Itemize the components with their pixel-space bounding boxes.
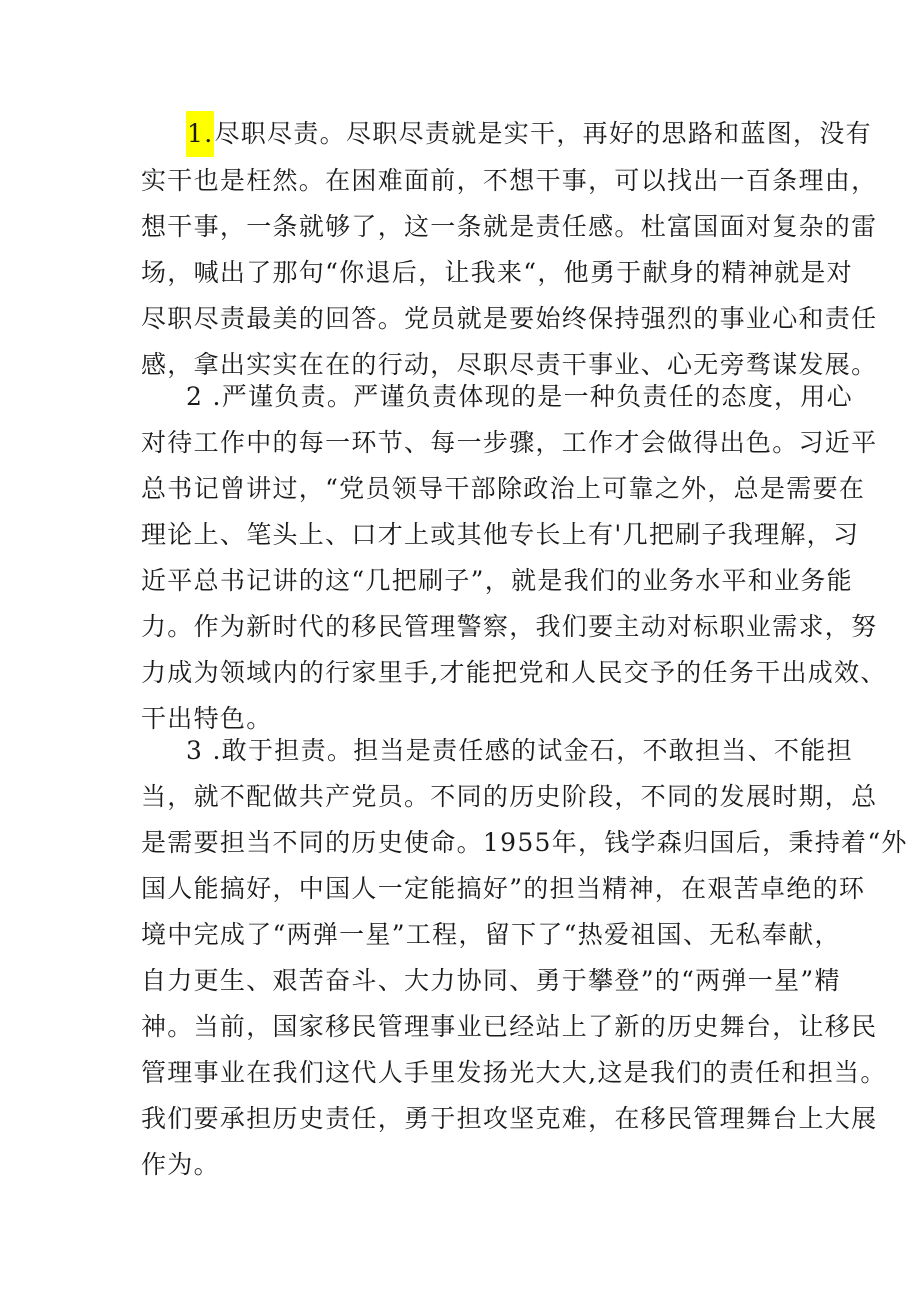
paragraph-3-text: 敢于担责。担当是责任感的试金石，不敢担当、不能担	[221, 736, 853, 765]
paragraph-2-number: 2 .	[186, 382, 222, 411]
paragraph-3-line-2: 当，就不配做共产党员。不同的历史阶段，不同的发展时期，总	[141, 782, 878, 811]
paragraph-2-line-7: 力成为领域内的行家里手,才能把党和人民交予的任务干出成效、	[141, 658, 887, 687]
paragraph-2-text: 严谨负责。严谨负责体现的是一种负责任的态度，用心	[221, 382, 853, 411]
paragraph-1-line-1	[0, 111, 920, 157]
paragraph-3-line-7: 神。当前，国家移民管理事业已经站上了新的历史舞台，让移民	[141, 1012, 878, 1041]
paragraph-1-line-5: 尽职尽责最美的回答。党员就是要始终保持强烈的事业心和责任	[141, 304, 878, 333]
paragraph-3-number: 3 .	[186, 736, 222, 765]
paragraph-2-line-5: 近平总书记讲的这“几把刷子”，就是我们的业务水平和业务能	[141, 566, 853, 595]
paragraph-3-line-4: 国人能搞好，中国人一定能搞好”的担当精神，在艰苦卓绝的环	[141, 874, 866, 903]
paragraph-1-line-6: 感，拿出实实在在的行动，尽职尽责干事业、心无旁骛谋发展。	[141, 350, 878, 379]
paragraph-3-line-9: 我们要承担历史责任，勇于担攻坚克难，在移民管理舞台上大展	[141, 1104, 878, 1133]
paragraph-1-line-2: 实干也是枉然。在困难面前，不想干事，可以找出一百条理由，	[141, 166, 878, 195]
paragraph-3-line-3: 是需要担当不同的历史使命。1955年，钱学森归国后，秉持着“外	[141, 828, 908, 857]
paragraph-3-line-5: 境中完成了“两弹一星”工程，留下了“热爱祖国、无私奉献，	[141, 920, 841, 949]
paragraph-1-line-4: 场，喊出了那句“你退后，让我来“，他勇于献身的精神就是对	[141, 258, 853, 287]
paragraph-3-line-1	[0, 728, 920, 774]
paragraph-2-line-6: 力。作为新时代的移民管理警察，我们要主动对标职业需求，努	[141, 612, 878, 641]
paragraph-2-line-1	[0, 374, 920, 420]
paragraph-2-line-4: 理论上、笔头上、口才上或其他专长上有'几把刷子我理解，习	[141, 520, 860, 549]
paragraph-2-line-8: 干出特色。	[141, 704, 273, 733]
paragraph-1-line-3: 想干事，一条就够了，这一条就是责任感。杜富国面对复杂的雷	[141, 212, 878, 241]
paragraph-3-line-10: 作为。	[141, 1150, 220, 1179]
paragraph-2-line-3: 总书记曾讲过，“党员领导干部除政治上可靠之外，总是需要在	[141, 474, 866, 503]
paragraph-1-text: 尽职尽责。尽职尽责就是实干，再好的思路和蓝图，没有	[214, 119, 872, 148]
paragraph-3-line-6: 自力更生、艰苦奋斗、大力协同、勇于攀登”的“两弹一星”精	[141, 966, 841, 995]
paragraph-3-line-8: 管理事业在我们这代人手里发扬光大大,这是我们的责任和担当。	[141, 1058, 887, 1087]
paragraph-2-line-2: 对待工作中的每一环节、每一步骤，工作才会做得出色。习近平	[141, 428, 878, 457]
paragraph-1-number: 1.	[186, 111, 214, 157]
